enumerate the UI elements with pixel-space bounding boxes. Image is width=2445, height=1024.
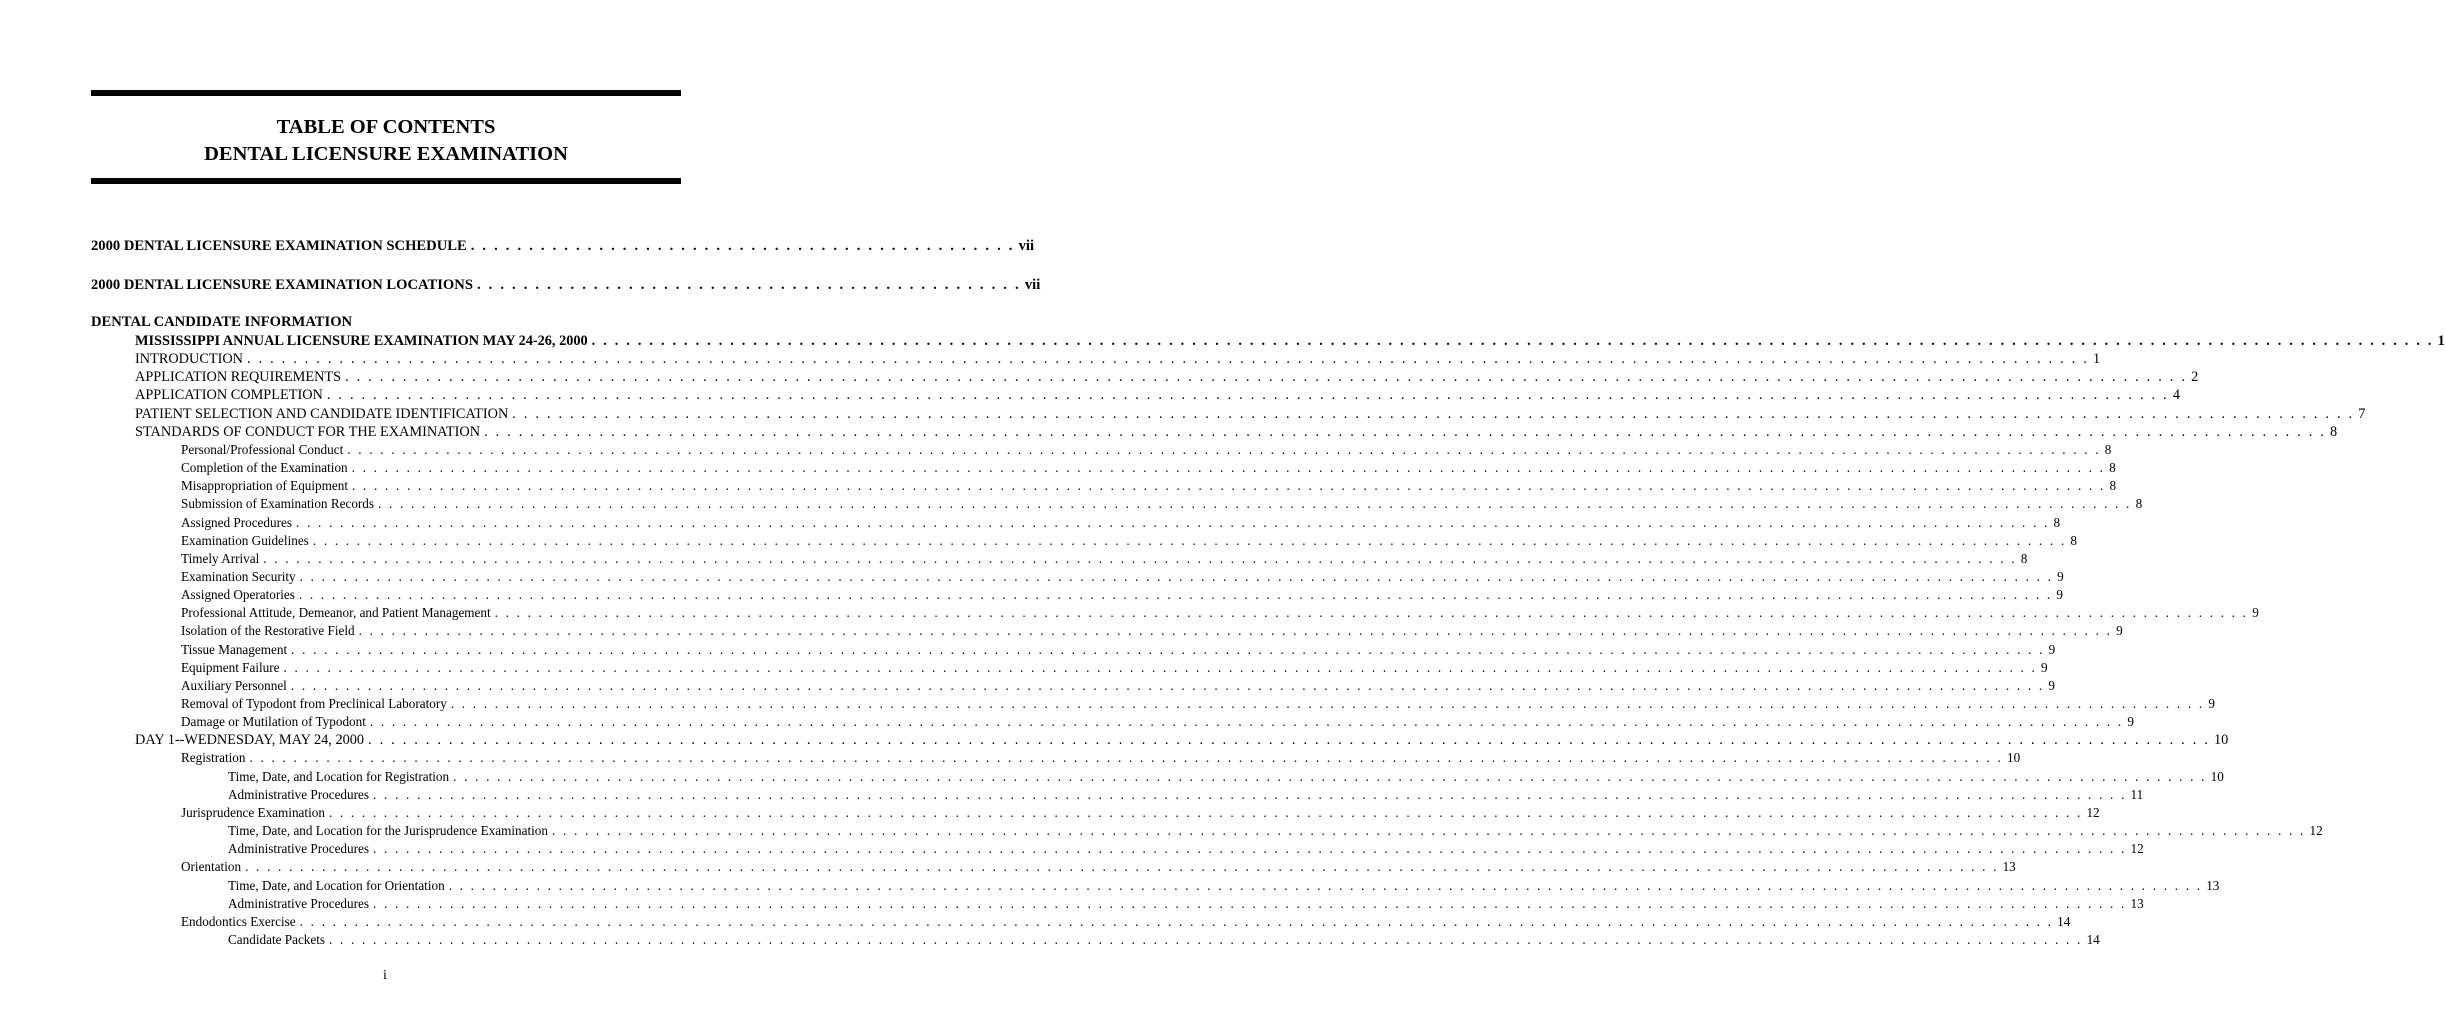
dot-leader: . . . . . . . . . . . . . . . . . . . . . . . . . . . . . . . . . . . . . . . . . . . . . . . . . . . . . . . . . . . . . . . . . . . . . . . . . . . . . . . . . . . . . . . . . . . . . . . . . . . . . . . . . . . . . . . . . . . . . . . . . . . . . . . . . . . . . . . . . . . . . . . . . . . . . . . . . . . . . . . .: [450, 696, 2205, 711]
toc-entry[interactable]: [181, 568, 2064, 586]
dot-leader: . . . . . . . . . . . . . . . . . . . . . . . . . . . . . . . . . . . . . . . . . . . . . . . . . . . . . . . . . . . . . . . . . . . . . . . . . . . . . . . . . . . . . . . . . . . . . . . . . . . . . . . . . . . . . . . . . . . . . . . . . . . . . . . . . . . . . . . . . . . . . . . . . . . . . . . . . . . . . . . .: [247, 351, 2089, 368]
toc-entry-page: 10: [2210, 768, 2224, 784]
toc-entry[interactable]: [228, 786, 2144, 804]
toc-entry[interactable]: [228, 877, 2220, 895]
toc-entry-label: Timely Arrival: [181, 550, 260, 566]
toc-entry[interactable]: [228, 822, 2323, 840]
toc-entry-label: Professional Attitude, Demeanor, and Patient Management: [181, 605, 491, 621]
toc-entry-page: 1: [2093, 351, 2101, 368]
toc-entry-label: Examination Guidelines: [181, 532, 309, 548]
toc-entry[interactable]: [135, 368, 2199, 386]
toc-entry-label: Orientation: [181, 859, 242, 875]
toc-entry-page: 8: [2109, 478, 2117, 494]
toc-entry-page: 8: [2070, 532, 2077, 548]
toc-entry-label: APPLICATION REQUIREMENTS: [135, 369, 342, 386]
dot-leader: . . . . . . . . . . . . . . . . . . . . . . . . . . . . . . . . . . . . . . . . . . . . . . . . . . . . . . . . . . . . . . . . . . . . . . . . . . . . . . . . . . . . . . . . . . . . . . . . . . . . . . . . . . . . . . . . . . . . . . . . . . . . . . . . . . . . . . . . . . . . . . . . . . . . . . . . . . . . . . . .: [347, 441, 2101, 457]
toc-entry-page: 13: [2002, 859, 2016, 875]
toc-entry-page: 9: [2048, 677, 2055, 693]
toc-major-entry-schedule[interactable]: [91, 237, 1035, 255]
toc-entry-label: Equipment Failure: [181, 659, 280, 675]
toc-entry-page: 1: [2437, 333, 2445, 349]
dot-leader: . . . . . . . . . . . . . . . . . . . . . . . . . . . . . . . . . . . . . . . . . . . . . . . . . . . . . . . . . . . . . . . . . . . . . . . . . . . . . . . . . . . . . . . . . . . . . . . . . . . . . . . . . . . . . . . . . . . . . . . . . . . . . . . . . . . . . . . . . . . . . . . . . . . . . . . . . . . . . . . .: [245, 859, 1999, 875]
dot-leader: . . . . . . . . . . . . . . . . . . . . . . . . . . . . . . . . . . . . . . . . . . . . . . .: [470, 238, 1015, 254]
dot-leader: . . . . . . . . . . . . . . . . . . . . . . . . . . . . . . . . . . . . . . . . . . . . . . . . . . . . . . . . . . . . . . . . . . . . . . . . . . . . . . . . . . . . . . . . . . . . . . . . . . . . . . . . . . . . . . . . . . . . . . . . . . . . . . . . . . . . . . . . . . . . . . . . . . . . . . . . . . . . . . . .: [299, 568, 2054, 584]
toc-entry[interactable]: [181, 550, 2028, 568]
toc-entry-label: APPLICATION COMPLETION: [135, 387, 323, 404]
toc-entry[interactable]: [181, 858, 2016, 876]
dot-leader: . . . . . . . . . . . . . . . . . . . . . . . . . . . . . . . . . . . . . . . . . . . . . . . . . . . . . . . . . . . . . . . . . . . . . . . . . . . . . . . . . . . . . . . . . . . . . . . . . . . . . . . . . . . . . . . . . . . . . . . . . . . . . . . . . . . . . . . . . . . . . . . . . . . . . . . . . . . . . . . .: [351, 460, 2106, 476]
dot-leader: . . . . . . . . . . . . . . . . . . . . . . . . . . . . . . . . . . . . . . . . . . . . . . . . . . . . . . . . . . . . . . . . . . . . . . . . . . . . . . . . . . . . . . . . . . . . . . . . . . . . . . . . . . . . . . . . . . . . . . . . . . . . . . . . . . . . . . . . . . . . . . . . . . . . . . . . . . . . . . . .: [263, 550, 2017, 566]
toc-entry-label: Time, Date, and Location for Registration: [228, 768, 450, 784]
toc-entry[interactable]: [181, 532, 2077, 550]
toc-entry-page: 13: [2206, 877, 2220, 893]
toc-entry-label: Registration: [181, 750, 246, 766]
toc-entry-label: Administrative Procedures: [228, 841, 369, 857]
toc-entry[interactable]: [181, 622, 2123, 640]
top-rule: [91, 90, 681, 96]
dot-leader: . . . . . . . . . . . . . . . . . . . . . . . . . . . . . . . . . . . . . . . . . . . . . . . . . . . . . . . . . . . . . . . . . . . . . . . . . . . . . . . . . . . . . . . . . . . . . . . . . . . . . . . . . . . . . . . . . . . . . . . . . . . . . . . . . . . . . . . . . . . . . . . . . . . . . . . . . . . . . . . .: [378, 496, 2132, 512]
toc-entry[interactable]: [181, 695, 2215, 713]
toc-entry-label: Auxiliary Personnel: [181, 677, 287, 693]
dot-leader: . . . . . . . . . . . . . . . . . . . . . . . . . . . . . . . . . . . . . . . . . . . . . . . . . . . . . . . . . . . . . . . . . . . . . . . . . . . . . . . . . . . . . . . . . . . . . . . . . . . . . . . . . . . . . . . . . . . . . . . . . . . . . . . . . . . . . . . . . . . . . . . . . . . . . . . . . . . . . . . .: [329, 931, 2083, 947]
dot-leader: . . . . . . . . . . . . . . . . . . . . . . . . . . . . . . . . . . . . . . . . . . . . . . . . . . . . . . . . . . . . . . . . . . . . . . . . . . . . . . . . . . . . . . . . . . . . . . . . . . . . . . . . . . . . . . . . . . . . . . . . . . . . . . . . . . . . . . . . . . . . . . . . . . . . . . . . . . . . . . . .: [326, 387, 2169, 404]
toc-entry[interactable]: [181, 514, 2061, 532]
toc-entry-label: Candidate Packets: [228, 931, 326, 947]
toc-entry-page: 2: [2191, 369, 2199, 386]
dot-leader: . . . . . . . . . . . . . . . . . . . . . . . . . . . . . . . . . . . . . . . . . . . . . . . . . . . . . . . . . . . . . . . . . . . . . . . . . . . . . . . . . . . . . . . . . . . . . . . . . . . . . . . . . . . . . . . . . . . . . . . . . . . . . . . . . . . . . . . . . . . . . . . . . . . . . . . . . . . . . . . .: [369, 714, 2124, 730]
toc-entry[interactable]: [181, 713, 2135, 731]
dot-leader: . . . . . . . . . . . . . . . . . . . . . . . . . . . . . . . . . . . . . . . . . . . . . . . . . . . . . . . . . . . . . . . . . . . . . . . . . . . . . . . . . . . . . . . . . . . . . . . . . . . . . . . . . . . . . . . . . . . . . . . . . . . . . . . . . . . . . . . . . . . . . . . . . . . . . . . . . . . . . . . .: [591, 333, 2434, 349]
dot-leader: . . . . . . . . . . . . . . . . . . . . . . . . . . . . . . . . . . . . . . . . . . . . . . . . . . . . . . . . . . . . . . . . . . . . . . . . . . . . . . . . . . . . . . . . . . . . . . . . . . . . . . . . . . . . . . . . . . . . . . . . . . . . . . . . . . . . . . . . . . . . . . . . . . . . . . . . . . . . . . . .: [352, 478, 2106, 494]
dot-leader: . . . . . . . . . . . . . . . . . . . . . . . . . . . . . . . . . . . . . . . . . . . . . . .: [476, 277, 1021, 293]
toc-entry[interactable]: [181, 749, 2021, 767]
toc-entry-page: 12: [2309, 823, 2323, 839]
dot-leader: . . . . . . . . . . . . . . . . . . . . . . . . . . . . . . . . . . . . . . . . . . . . . . . . . . . . . . . . . . . . . . . . . . . . . . . . . . . . . . . . . . . . . . . . . . . . . . . . . . . . . . . . . . . . . . . . . . . . . . . . . . . . . . . . . . . . . . . . . . . . . . . . . . . . . . . . . . . . . . . .: [448, 877, 2203, 893]
dot-leader: . . . . . . . . . . . . . . . . . . . . . . . . . . . . . . . . . . . . . . . . . . . . . . . . . . . . . . . . . . . . . . . . . . . . . . . . . . . . . . . . . . . . . . . . . . . . . . . . . . . . . . . . . . . . . . . . . . . . . . . . . . . . . . . . . . . . . . . . . . . . . . . . . . . . . . . . . . . . . . . .: [298, 587, 2053, 603]
dot-leader: . . . . . . . . . . . . . . . . . . . . . . . . . . . . . . . . . . . . . . . . . . . . . . . . . . . . . . . . . . . . . . . . . . . . . . . . . . . . . . . . . . . . . . . . . . . . . . . . . . . . . . . . . . . . . . . . . . . . . . . . . . . . . . . . . . . . . . . . . . . . . . . . . . . . . . . . . . . . . . . .: [484, 423, 2327, 440]
toc-entry-page: vii: [1018, 238, 1035, 254]
dot-leader: . . . . . . . . . . . . . . . . . . . . . . . . . . . . . . . . . . . . . . . . . . . . . . . . . . . . . . . . . . . . . . . . . . . . . . . . . . . . . . . . . . . . . . . . . . . . . . . . . . . . . . . . . . . . . . . . . . . . . . . . . . . . . . . . . . . . . . . . . . . . . . . . . . . . . . . . . . . . . . . .: [494, 605, 2249, 621]
toc-entry-label: Damage or Mutilation of Typodont: [181, 714, 366, 730]
toc-entry-page: 14: [2086, 931, 2100, 947]
toc-entry-page: 8: [2104, 441, 2112, 457]
toc-entry-label: MISSISSIPPI ANNUAL LICENSURE EXAMINATION MAY 24-26, 2000: [135, 333, 588, 349]
toc-entry-label: Time, Date, and Location for the Jurisprudence Examination: [228, 823, 548, 839]
toc-entry-page: 9: [2056, 587, 2064, 603]
toc-entry[interactable]: [181, 477, 2117, 495]
dot-leader: . . . . . . . . . . . . . . . . . . . . . . . . . . . . . . . . . . . . . . . . . . . . . . . . . . . . . . . . . . . . . . . . . . . . . . . . . . . . . . . . . . . . . . . . . . . . . . . . . . . . . . . . . . . . . . . . . . . . . . . . . . . . . . . . . . . . . . . . . . . . . . . . . . . . . . . . . . . . . . . .: [291, 641, 2045, 657]
toc-entry[interactable]: [135, 332, 2445, 350]
dot-leader: . . . . . . . . . . . . . . . . . . . . . . . . . . . . . . . . . . . . . . . . . . . . . . . . . . . . . . . . . . . . . . . . . . . . . . . . . . . . . . . . . . . . . . . . . . . . . . . . . . . . . . . . . . . . . . . . . . . . . . . . . . . . . . . . . . . . . . . . . . . . . . . . . . . . . . . . . . . . . . . .: [512, 405, 2355, 422]
toc-entry-page: 8: [2109, 460, 2116, 476]
dot-leader: . . . . . . . . . . . . . . . . . . . . . . . . . . . . . . . . . . . . . . . . . . . . . . . . . . . . . . . . . . . . . . . . . . . . . . . . . . . . . . . . . . . . . . . . . . . . . . . . . . . . . . . . . . . . . . . . . . . . . . . . . . . . . . . . . . . . . . . . . . . . . . . . . . . . . . . . . . . . . . . .: [299, 913, 2054, 929]
toc-entry[interactable]: [228, 768, 2224, 786]
toc-entry[interactable]: [228, 895, 2144, 913]
dot-leader: . . . . . . . . . . . . . . . . . . . . . . . . . . . . . . . . . . . . . . . . . . . . . . . . . . . . . . . . . . . . . . . . . . . . . . . . . . . . . . . . . . . . . . . . . . . . . . . . . . . . . . . . . . . . . . . . . . . . . . . . . . . . . . . . . . . . . . . . . . . . . . . . . . . . . . . . . . . . . . . .: [290, 677, 2045, 693]
section-heading: DENTAL CANDIDATE INFORMATION: [91, 314, 353, 330]
toc-entry-page: 4: [2172, 387, 2180, 404]
toc-entry[interactable]: [181, 604, 2259, 622]
toc-entry[interactable]: [181, 586, 2064, 604]
toc-entry[interactable]: [181, 441, 2112, 459]
toc-entry-page: 8: [2330, 423, 2338, 440]
page-subtitle: DENTAL LICENSURE EXAMINATION: [204, 143, 568, 165]
toc-entry-page: 9: [2041, 659, 2048, 675]
toc-entry[interactable]: [181, 677, 2055, 695]
dot-leader: . . . . . . . . . . . . . . . . . . . . . . . . . . . . . . . . . . . . . . . . . . . . . . . . . . . . . . . . . . . . . . . . . . . . . . . . . . . . . . . . . . . . . . . . . . . . . . . . . . . . . . . . . . . . . . . . . . . . . . . . . . . . . . . . . . . . . . . . . . . . . . . . . . . . . . . . . . . . . . . .: [249, 750, 2003, 766]
toc-entry-page: 9: [2208, 696, 2215, 711]
toc-entry-label: Isolation of the Restorative Field: [181, 623, 355, 639]
toc-entry-page: 8: [2020, 550, 2028, 566]
dot-leader: . . . . . . . . . . . . . . . . . . . . . . . . . . . . . . . . . . . . . . . . . . . . . . . . . . . . . . . . . . . . . . . . . . . . . . . . . . . . . . . . . . . . . . . . . . . . . . . . . . . . . . . . . . . . . . . . . . . . . . . . . . . . . . . . . . . . . . . . . . . . . . . . . . . . . . . . . . . . . . . .: [358, 623, 2113, 639]
dot-leader: . . . . . . . . . . . . . . . . . . . . . . . . . . . . . . . . . . . . . . . . . . . . . . . . . . . . . . . . . . . . . . . . . . . . . . . . . . . . . . . . . . . . . . . . . . . . . . . . . . . . . . . . . . . . . . . . . . . . . . . . . . . . . . . . . . . . . . . . . . . . . . . . . . . . . . . . . . . . . . . .: [373, 841, 2127, 857]
toc-entry-label: DAY 1--WEDNESDAY, MAY 24, 2000: [135, 732, 365, 749]
toc-entry[interactable]: [135, 731, 2229, 749]
toc-entry-label: 2000 DENTAL LICENSURE EXAMINATION SCHEDULE: [91, 238, 467, 254]
dot-leader: . . . . . . . . . . . . . . . . . . . . . . . . . . . . . . . . . . . . . . . . . . . . . . . . . . . . . . . . . . . . . . . . . . . . . . . . . . . . . . . . . . . . . . . . . . . . . . . . . . . . . . . . . . . . . . . . . . . . . . . . . . . . . . . . . . . . . . . . . . . . . . . . . . . . . . . . . . . . . . . .: [295, 514, 2050, 530]
toc-entry-label: PATIENT SELECTION AND CANDIDATE IDENTIFICATION: [135, 405, 509, 422]
title-block: [91, 114, 681, 168]
page-number: i: [383, 968, 387, 983]
toc-entry-label: Tissue Management: [181, 641, 288, 657]
toc-entry-label: Endodontics Exercise: [181, 913, 296, 929]
dot-leader: . . . . . . . . . . . . . . . . . . . . . . . . . . . . . . . . . . . . . . . . . . . . . . . . . . . . . . . . . . . . . . . . . . . . . . . . . . . . . . . . . . . . . . . . . . . . . . . . . . . . . . . . . . . . . . . . . . . . . . . . . . . . . . . . . . . . . . . . . . . . . . . . . . . . . . . . . . . . . . . .: [453, 768, 2207, 784]
toc-entry[interactable]: [135, 423, 2338, 441]
toc-entry-page: 7: [2358, 405, 2366, 422]
toc-entry-page: 12: [2130, 841, 2144, 857]
toc-entry-page: 9: [2252, 605, 2259, 621]
toc-entry[interactable]: [181, 495, 2143, 513]
dot-leader: . . . . . . . . . . . . . . . . . . . . . . . . . . . . . . . . . . . . . . . . . . . . . . . . . . . . . . . . . . . . . . . . . . . . . . . . . . . . . . . . . . . . . . . . . . . . . . . . . . . . . . . . . . . . . . . . . . . . . . . . . . . . . . . . . . . . . . . . . . . . . . . . . . . . . . . . . . . . . . . .: [283, 659, 2038, 675]
toc-entry-label: Assigned Operatories: [181, 587, 295, 603]
toc-entry[interactable]: [181, 459, 2116, 477]
toc-entry-page: 9: [2057, 568, 2064, 584]
toc-entry[interactable]: [181, 804, 2100, 822]
toc-entry-page: 10: [2214, 732, 2229, 749]
dot-leader: . . . . . . . . . . . . . . . . . . . . . . . . . . . . . . . . . . . . . . . . . . . . . . . . . . . . . . . . . . . . . . . . . . . . . . . . . . . . . . . . . . . . . . . . . . . . . . . . . . . . . . . . . . . . . . . . . . . . . . . . . . . . . . . . . . . . . . . . . . . . . . . . . . . . . . . . . . . . . . . .: [373, 786, 2127, 802]
toc-entry-page: 9: [2048, 641, 2056, 657]
toc-major-entry-locations[interactable]: [91, 276, 1041, 294]
dot-leader: . . . . . . . . . . . . . . . . . . . . . . . . . . . . . . . . . . . . . . . . . . . . . . . . . . . . . . . . . . . . . . . . . . . . . . . . . . . . . . . . . . . . . . . . . . . . . . . . . . . . . . . . . . . . . . . . . . . . . . . . . . . . . . . . . . . . . . . . . . . . . . . . . . . . . . . . . . . . . . . .: [551, 823, 2306, 839]
toc-entry-label: Time, Date, and Location for Orientation: [228, 877, 445, 893]
bottom-rule: [91, 178, 681, 184]
toc-entry-page: 11: [2130, 786, 2144, 802]
toc-entry-label: Administrative Procedures: [228, 895, 369, 911]
dot-leader: . . . . . . . . . . . . . . . . . . . . . . . . . . . . . . . . . . . . . . . . . . . . . . . . . . . . . . . . . . . . . . . . . . . . . . . . . . . . . . . . . . . . . . . . . . . . . . . . . . . . . . . . . . . . . . . . . . . . . . . . . . . . . . . . . . . . . . . . . . . . . . . . . . . . . . . . . . . . . . . .: [312, 532, 2067, 548]
toc-entry[interactable]: [181, 659, 2048, 677]
toc-entry-page: 8: [2135, 496, 2143, 512]
toc-entry-page: 12: [2086, 804, 2100, 820]
toc-entry[interactable]: [181, 913, 2071, 931]
dot-leader: . . . . . . . . . . . . . . . . . . . . . . . . . . . . . . . . . . . . . . . . . . . . . . . . . . . . . . . . . . . . . . . . . . . . . . . . . . . . . . . . . . . . . . . . . . . . . . . . . . . . . . . . . . . . . . . . . . . . . . . . . . . . . . . . . . . . . . . . . . . . . . . . . . . . . . . . . . . . . . . .: [368, 732, 2211, 749]
toc-entry-page: 10: [2006, 750, 2021, 766]
toc-entry[interactable]: [135, 350, 2101, 368]
toc-entry-label: Removal of Typodont from Preclinical Laboratory: [181, 696, 447, 711]
toc-entry-label: 2000 DENTAL LICENSURE EXAMINATION LOCATIONS: [91, 277, 473, 293]
toc-entry[interactable]: [181, 641, 2056, 659]
dot-leader: . . . . . . . . . . . . . . . . . . . . . . . . . . . . . . . . . . . . . . . . . . . . . . . . . . . . . . . . . . . . . . . . . . . . . . . . . . . . . . . . . . . . . . . . . . . . . . . . . . . . . . . . . . . . . . . . . . . . . . . . . . . . . . . . . . . . . . . . . . . . . . . . . . . . . . . . . . . . . . . .: [373, 895, 2127, 911]
toc-entry-page: vii: [1024, 277, 1041, 293]
toc-entry-page: 8: [2053, 514, 2061, 530]
toc-entry-label: INTRODUCTION: [135, 351, 244, 368]
toc-entry-page: 13: [2130, 895, 2144, 911]
toc-entry-label: Administrative Procedures: [228, 786, 369, 802]
toc-entry-label: STANDARDS OF CONDUCT FOR THE EXAMINATION: [135, 423, 481, 440]
toc-entry[interactable]: [228, 931, 2100, 949]
toc-entry-label: Submission of Examination Records: [181, 496, 375, 512]
dot-leader: . . . . . . . . . . . . . . . . . . . . . . . . . . . . . . . . . . . . . . . . . . . . . . . . . . . . . . . . . . . . . . . . . . . . . . . . . . . . . . . . . . . . . . . . . . . . . . . . . . . . . . . . . . . . . . . . . . . . . . . . . . . . . . . . . . . . . . . . . . . . . . . . . . . . . . . . . . . . . . . .: [345, 369, 2188, 386]
toc-entry-label: Completion of the Examination: [181, 460, 348, 476]
toc-entry-label: Examination Security: [181, 568, 296, 584]
toc-entry[interactable]: [135, 405, 2366, 423]
toc-entry-label: Assigned Procedures: [181, 514, 292, 530]
page-title: TABLE OF CONTENTS: [276, 116, 496, 138]
toc-entry-label: Jurisprudence Examination: [181, 804, 325, 820]
toc-entry[interactable]: [228, 840, 2144, 858]
toc-entry-label: Misappropriation of Equipment: [181, 478, 349, 494]
toc-entry-page: 9: [2116, 623, 2123, 639]
toc-entry[interactable]: [135, 386, 2180, 404]
toc-entry-page: 9: [2127, 714, 2135, 730]
toc-entry-label: Personal/Professional Conduct: [181, 441, 344, 457]
dot-leader: . . . . . . . . . . . . . . . . . . . . . . . . . . . . . . . . . . . . . . . . . . . . . . . . . . . . . . . . . . . . . . . . . . . . . . . . . . . . . . . . . . . . . . . . . . . . . . . . . . . . . . . . . . . . . . . . . . . . . . . . . . . . . . . . . . . . . . . . . . . . . . . . . . . . . . . . . . . . . . . .: [328, 804, 2083, 820]
toc-entry-page: 14: [2057, 913, 2071, 929]
